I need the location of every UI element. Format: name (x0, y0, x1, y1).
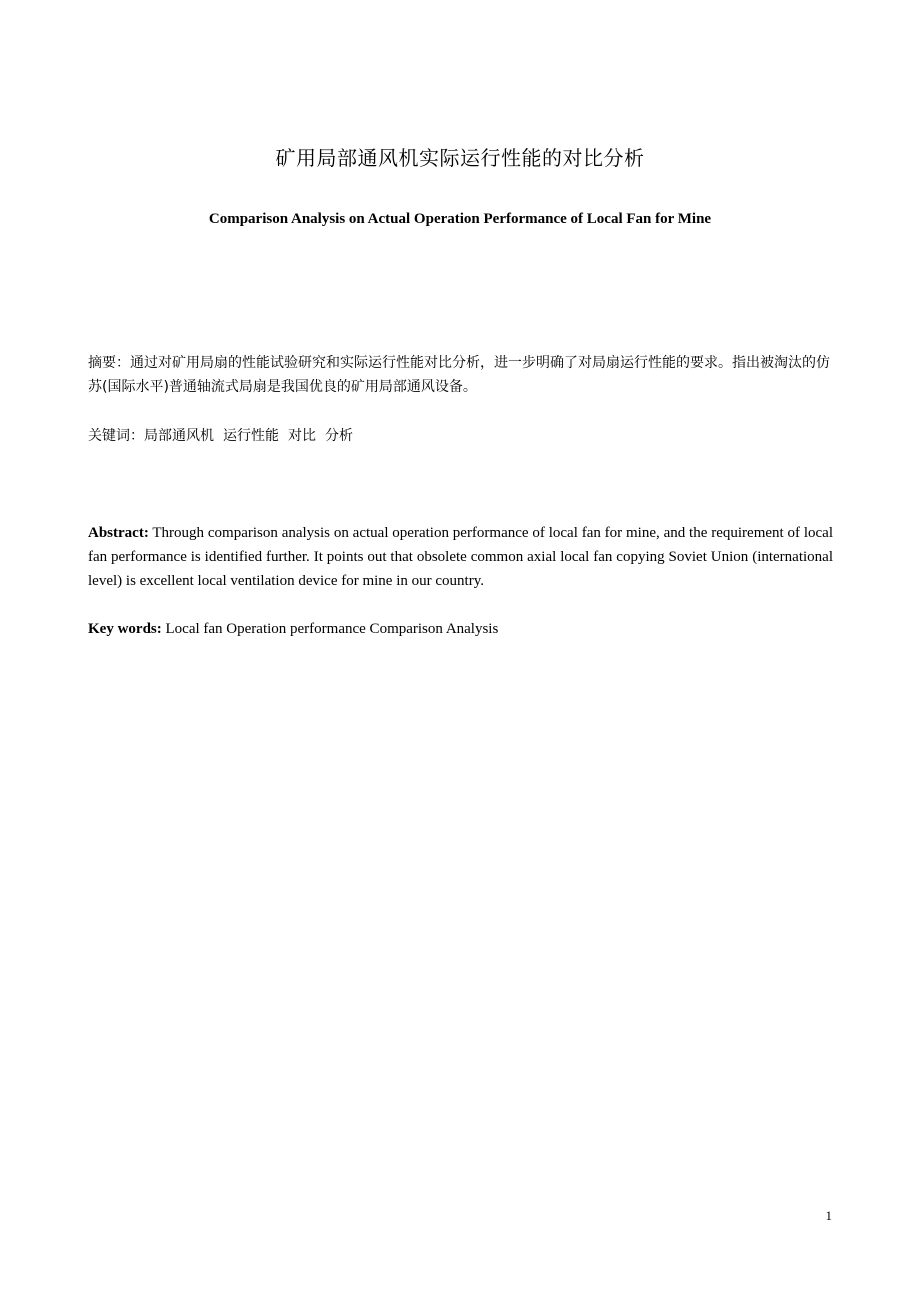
english-title: Comparison Analysis on Actual Operation Performance of Local Fan for Mine (208, 211, 712, 227)
page-number: 1 (825, 1208, 832, 1223)
chinese-abstract (88, 351, 833, 399)
chinese-keyword: 局部通风机 (144, 428, 214, 444)
chinese-keyword: 对比 (288, 428, 316, 444)
chinese-title: 矿用局部通风机实际运行性能的对比分析 (275, 146, 645, 170)
english-keywords-label: Key words: (88, 621, 162, 637)
english-abstract (88, 521, 833, 593)
chinese-abstract-label: 摘要： (88, 355, 130, 371)
chinese-keywords (88, 424, 833, 448)
english-abstract-label: Abstract: (88, 525, 149, 541)
chinese-abstract-text: 通过对矿用局扇的性能试验研究和实际运行性能对比分析，进一步明确了对局扇运行性能的要求。指出被淘汰的仿苏(国际水平)普通轴流式局扇是我国优良的矿用局部通风设备。 (88, 355, 830, 395)
english-abstract-text: Through comparison analysis on actual operation performance of local fan for mine, and the requirement of local fan performance is identified further. It points out that obsolete common axial local fan copying Soviet Union (international level) is excellent local ventilation device for mine in our country. (88, 525, 833, 589)
chinese-keyword: 分析 (325, 428, 353, 444)
chinese-keyword: 运行性能 (223, 428, 279, 444)
chinese-keywords-label: 关键词： (88, 428, 144, 444)
english-keywords (88, 617, 833, 641)
english-keywords-text: Local fan Operation performance Comparison Analysis (165, 621, 499, 637)
